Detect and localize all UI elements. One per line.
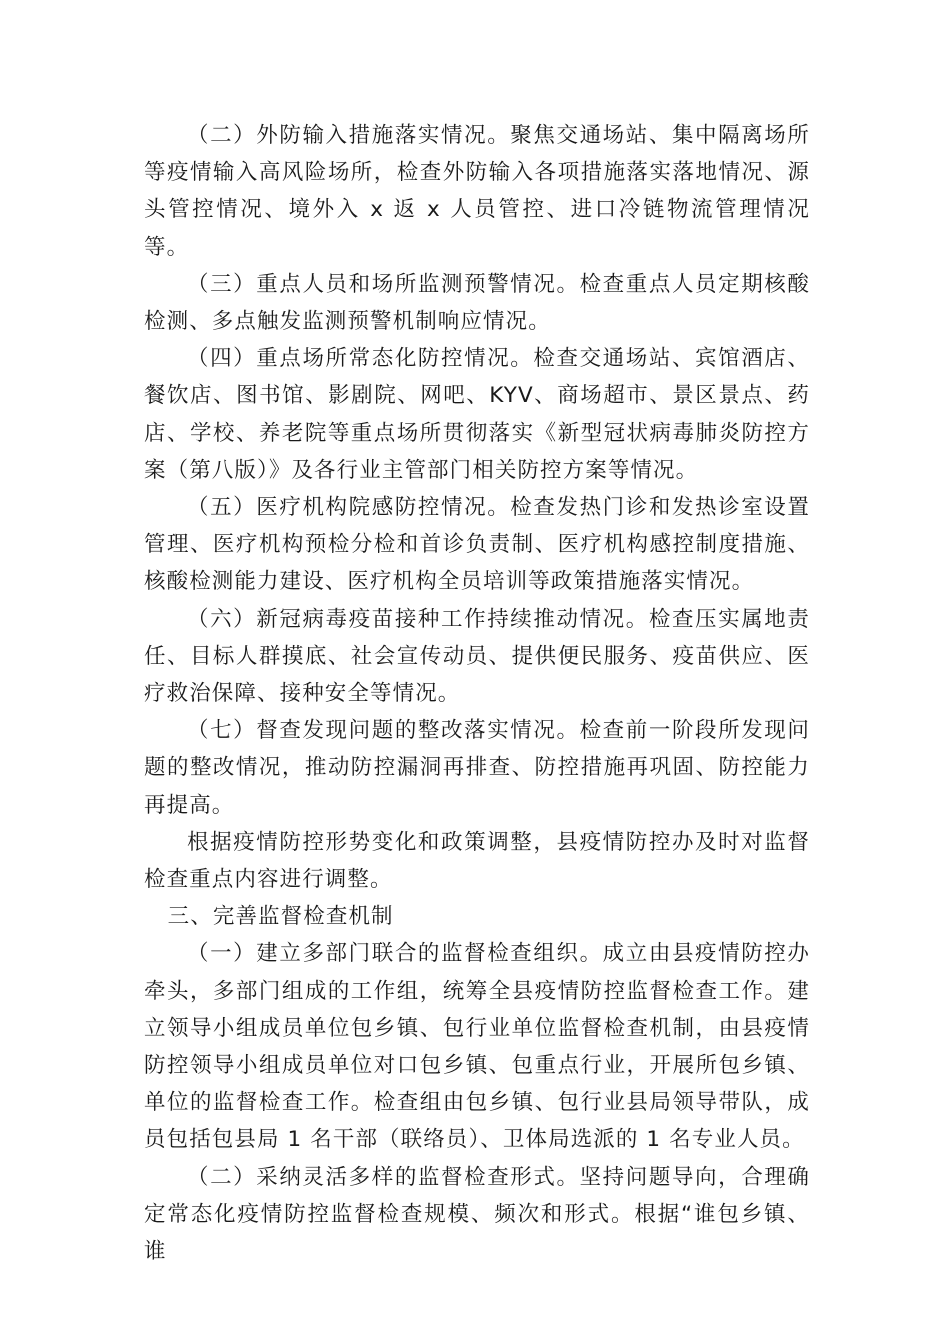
paragraph-adjustment-note: 根据疫情防控形势变化和政策调整，县疫情防控办及时对监督检查重点内容进行调整。 (144, 829, 810, 893)
paragraph-medical-infection-control: （五）医疗机构院感防控情况。检查发热门诊和发热诊室设置管理、医疗机构预检分检和首诊负责制、医疗机构感控制度措施、核酸检测能力建设、医疗机构全员培训等政策措施落实情况。 (144, 495, 810, 595)
paragraph-flexible-inspection-forms: （二）采纳灵活多样的监督检查形式。坚持问题导向，合理确定常态化疫情防控监督检查规模、频次和形式。根据“谁包乡镇、谁 (144, 1164, 810, 1265)
paragraph-rectification: （七）督查发现问题的整改落实情况。检查前一阶段所发现问题的整改情况，推动防控漏洞再排查、防控措施再巩固、防控能力再提高。 (144, 718, 810, 818)
paragraph-vaccination-progress: （六）新冠病毒疫苗接种工作持续推动情况。检查压实属地责任、目标人群摸底、社会宣传动员、提供便民服务、疫苗供应、医疗救治保障、接种安全等情况。 (144, 606, 810, 707)
section-heading: 三、完善监督检查机制 (167, 904, 394, 930)
paragraph-external-import-prevention: （二）外防输入措施落实情况。聚焦交通场站、集中隔离场所等疫情输入高风险场所，检查外防输入各项措施落实落地情况、源头管控情况、境外入 x 返 x 人员管控、进口冷链物流管理情况等。 (144, 123, 810, 260)
document-body (144, 117, 810, 1270)
paragraph-joint-inspection-organization: （一）建立多部门联合的监督检查组织。成立由县疫情防控办牵头，多部门组成的工作组，统筹全县疫情防控监督检查工作。建立领导小组成员单位包乡镇、包行业单位监督检查机制，由县疫情防控领导小组成员单位对口包乡镇、包重点行业，开展所包乡镇、单位的监督检查工作。检查组由包乡镇、包行业县局领导带队，成员包括包县局 1 名干部（联络员）、卫体局选派的 1 名专业人员。 (144, 941, 810, 1153)
paragraph-key-venues-prevention: （四）重点场所常态化防控情况。检查交通场站、宾馆酒店、餐饮店、图书馆、影剧院、网吧、KYV、商场超市、景区景点、药店、学校、养老院等重点场所贯彻落实《新型冠状病毒肺炎防控方案（第八版）》及各行业主管部门相关防控方案等情况。 (144, 346, 810, 483)
paragraph-key-personnel-monitoring: （三）重点人员和场所监测预警情况。检查重点人员定期核酸检测、多点触发监测预警机制响应情况。 (144, 271, 810, 335)
